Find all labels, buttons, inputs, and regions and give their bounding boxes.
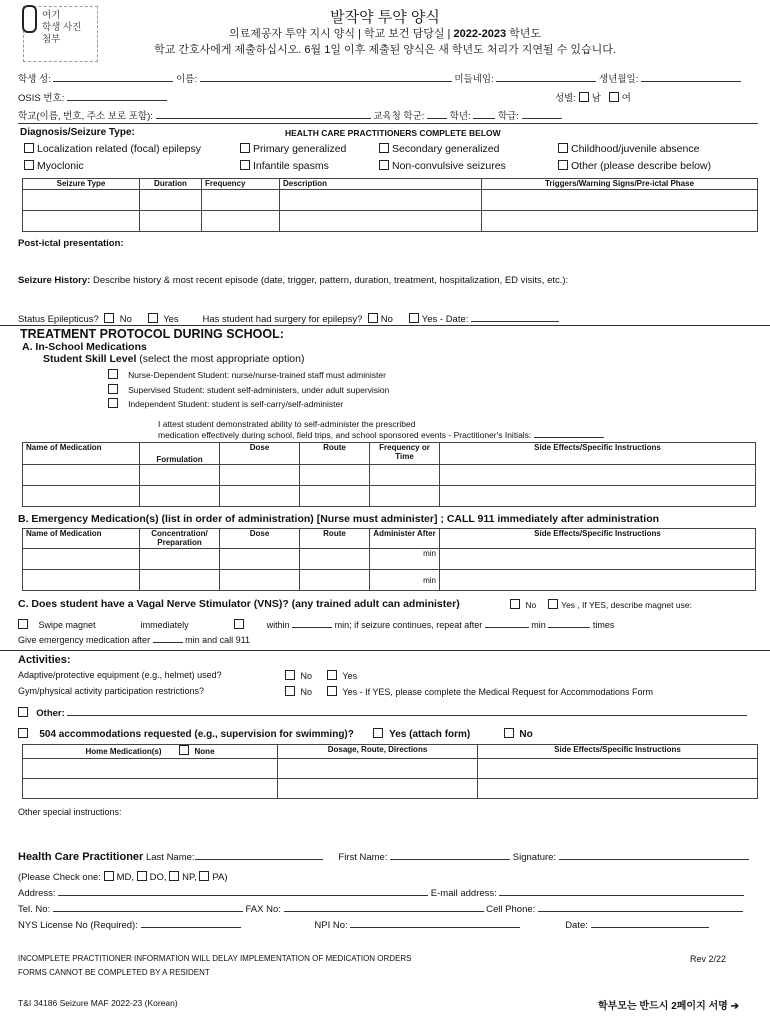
signature-field[interactable] — [559, 859, 749, 860]
divider — [0, 325, 770, 326]
surgery-no-checkbox[interactable] — [368, 313, 378, 323]
table-header: Name of Medication — [23, 529, 140, 549]
504-checkbox[interactable] — [18, 728, 28, 738]
gym-yes-checkbox[interactable] — [327, 686, 337, 696]
within-minutes-field[interactable] — [292, 627, 332, 628]
pa-checkbox[interactable] — [199, 871, 209, 881]
table-header: Formulation — [140, 443, 220, 465]
diagnosis-option[interactable]: Secondary generalized — [379, 143, 499, 155]
cell-field[interactable] — [538, 911, 743, 912]
form-code: T&I 34186 Seizure MAF 2022-23 (Korean) — [18, 998, 178, 1008]
divider — [18, 123, 758, 124]
skill-option[interactable]: Nurse-Dependent Student: nurse/nurse-trained staff must administer — [108, 369, 386, 380]
status-epilepticus-row: Status Epilepticus? No Yes Has student had surgery for epilepsy? No Yes - Date: — [18, 313, 559, 325]
form-title: 발작약 투약 양식 — [330, 9, 440, 26]
table-header: Frequency — [202, 179, 280, 190]
status-no-checkbox[interactable] — [104, 313, 114, 323]
swipe-checkbox[interactable] — [18, 619, 28, 629]
address-row: Address: E-mail address: — [18, 888, 744, 899]
none-checkbox[interactable] — [179, 745, 189, 755]
student-name-row: 학생 성: 이름: 미들네임: 생년월일: — [18, 71, 741, 85]
initials-field[interactable] — [534, 437, 604, 438]
surgery-yes-checkbox[interactable] — [409, 313, 419, 323]
table-header: Concentration/ Preparation — [140, 529, 220, 549]
table-header: Route — [300, 443, 370, 465]
checkbox[interactable] — [558, 160, 568, 170]
equipment-no-checkbox[interactable] — [285, 670, 295, 680]
equipment-answers: No Yes — [285, 670, 357, 681]
attest-line-2: medication effectively during school, field trips, and school sponsored events - Practitioner's Initials: — [158, 430, 604, 440]
surgery-date-field[interactable] — [471, 321, 559, 322]
diagnosis-option[interactable]: Non-convulsive seizures — [379, 160, 506, 172]
np-checkbox[interactable] — [169, 871, 179, 881]
status-yes-checkbox[interactable] — [148, 313, 158, 323]
parent-signature-note: 학부모는 반드시 2페이지 서명 ➔ — [598, 1001, 740, 1012]
address-field[interactable] — [58, 895, 428, 896]
medication-table — [22, 442, 756, 507]
practitioner-row: Health Care Practitioner Last Name: First Name: Signature: — [18, 851, 749, 863]
middle-name-field[interactable] — [496, 81, 596, 82]
table-row[interactable]: min — [23, 570, 756, 591]
gym-question: Gym/physical activity participation restrictions? — [18, 686, 205, 696]
footer-warning-2: FORMS CANNOT BE COMPLETED BY A RESIDENT — [18, 968, 210, 977]
checkbox[interactable] — [240, 143, 250, 153]
table-header: Side Effects/Specific Instructions — [440, 443, 756, 465]
school-field[interactable] — [156, 118, 371, 119]
class-field[interactable] — [522, 118, 562, 119]
diagnosis-option[interactable]: Other (please describe below) — [558, 160, 711, 172]
footer-warning-1: INCOMPLETE PRACTITIONER INFORMATION WILL DELAY IMPLEMENTATION OF MEDICATION ORDERS — [18, 954, 412, 963]
table-header: Dose — [220, 529, 300, 549]
license-row: NYS License No (Required): NPI No: Date: — [18, 920, 709, 931]
diagnosis-label: Diagnosis/Seizure Type: — [20, 127, 135, 138]
gym-answers: No Yes - If YES, please complete the Medical Request for Accommodations Form — [285, 686, 653, 697]
fax-field[interactable] — [284, 911, 484, 912]
repeat-times-field[interactable] — [548, 627, 590, 628]
vns-no-checkbox[interactable] — [510, 599, 520, 609]
divider — [0, 650, 770, 651]
skill-option[interactable]: Independent Student: student is self-carry/self-administer — [108, 398, 343, 409]
seizure-history: Seizure History: Describe history & most recent episode (date, trigger, pattern, duration, treatment, hospitalization, ED visits, etc.): — [18, 275, 569, 286]
email-field[interactable] — [499, 895, 744, 896]
gym-no-checkbox[interactable] — [285, 686, 295, 696]
equipment-yes-checkbox[interactable] — [327, 670, 337, 680]
table-header: Triggers/Warning Signs/Pre-ictal Phase — [482, 179, 758, 190]
male-checkbox[interactable] — [579, 92, 589, 102]
checkbox[interactable] — [24, 143, 34, 153]
female-checkbox[interactable] — [609, 92, 619, 102]
special-instructions-label: Other special instructions: — [18, 807, 122, 817]
skill-level: Student Skill Level (select the most appropriate option) — [43, 353, 305, 365]
table-header: Frequency or Time — [370, 443, 440, 465]
checkbox[interactable] — [108, 398, 118, 408]
give-emergency-row: Give emergency medication after min and call 911 — [18, 635, 250, 645]
table-header: Name of Medication — [23, 443, 140, 465]
school-row: 학교(이름, 번호, 주소 보로 포함): 교육청 학군: 학년: 학급: — [18, 108, 562, 122]
tel-field[interactable] — [53, 911, 243, 912]
table-row[interactable] — [23, 486, 756, 507]
vns-question: C. Does student have a Vagal Nerve Stimulator (VNS)? (any trained adult can administer) — [18, 598, 460, 610]
other-activity-row: Other: — [18, 707, 747, 719]
checkbox[interactable] — [379, 143, 389, 153]
activities-label: Activities: — [18, 654, 71, 666]
emergency-title: B. Emergency Medication(s) (list in order of administration) [Nurse must administer] ; CALL 911 immediately after administration — [18, 513, 660, 525]
osis-row: OSIS 번호: — [18, 90, 167, 104]
table-row[interactable] — [23, 779, 758, 799]
table-row[interactable] — [23, 211, 758, 232]
504-no-checkbox[interactable] — [504, 728, 514, 738]
last-name-field[interactable] — [53, 81, 173, 82]
md-checkbox[interactable] — [104, 871, 114, 881]
vns-yes-checkbox[interactable] — [548, 599, 558, 609]
table-header: Administer After — [370, 529, 440, 549]
revision: Rev 2/22 — [690, 954, 727, 964]
checkbox[interactable] — [379, 160, 389, 170]
phone-row: Tel. No: FAX No: Cell Phone: — [18, 904, 743, 915]
give-minutes-field[interactable] — [153, 642, 183, 643]
photo-line: 여기 — [42, 10, 61, 21]
equipment-question: Adaptive/protective equipment (e.g., helmet) used? — [18, 670, 222, 680]
practitioner-last-field[interactable] — [195, 859, 323, 860]
diagnosis-option[interactable]: Localization related (focal) epilepsy — [24, 143, 201, 155]
checkbox[interactable] — [240, 160, 250, 170]
within-checkbox[interactable] — [234, 619, 244, 629]
table-header: Dosage, Route, Directions — [278, 745, 478, 759]
checkbox[interactable] — [108, 384, 118, 394]
credentials-row: (Please Check one: MD, DO, NP, PA) — [18, 872, 228, 883]
submission-notice: 학교 간호사에게 제출하십시오. 6월 1일 이후 제출된 양식은 새 학년도 처리가 지연될 수 있습니다. — [154, 44, 616, 56]
table-row[interactable] — [23, 759, 758, 779]
first-name-field[interactable] — [200, 81, 452, 82]
osis-field[interactable] — [67, 100, 167, 101]
table-row[interactable]: min — [23, 549, 756, 570]
home-medication-table — [22, 744, 758, 799]
attest-line-1: I attest student demonstrated ability to self-administer the prescribed — [158, 419, 416, 429]
magnet-row: Swipe magnet immediately within min; if seizure continues, repeat after min times — [18, 619, 614, 630]
checkbox[interactable] — [108, 369, 118, 379]
diagnosis-option[interactable]: Childhood/juvenile absence — [558, 143, 699, 155]
diagnosis-option[interactable]: Myoclonic — [24, 160, 84, 172]
table-header: Dose — [220, 443, 300, 465]
table-header: Side Effects/Specific Instructions — [478, 745, 758, 759]
do-checkbox[interactable] — [137, 871, 147, 881]
table-header: Description — [280, 179, 482, 190]
in-school-title: A. In-School Medications — [22, 341, 147, 353]
504-yes-checkbox[interactable] — [373, 728, 383, 738]
grade-field[interactable] — [473, 118, 495, 119]
accommodations-row: 504 accommodations requested (e.g., supervision for swimming)? Yes (attach form) No — [18, 728, 533, 740]
table-row[interactable] — [23, 465, 756, 486]
emergency-table — [22, 528, 756, 591]
table-row[interactable] — [23, 190, 758, 211]
vns-answers: No Yes , If YES, describe magnet use: — [510, 599, 692, 610]
table-header: Seizure Type — [23, 179, 140, 190]
table-header: Side Effects/Specific Instructions — [440, 529, 756, 549]
other-activity-field[interactable] — [67, 715, 747, 716]
checkbox[interactable] — [24, 160, 34, 170]
other-checkbox[interactable] — [18, 707, 28, 717]
postictal-label: Post-ictal presentation: — [18, 238, 124, 249]
photo-line: 학생 사진 — [42, 22, 82, 33]
photo-line: 첨부 — [42, 34, 61, 45]
skill-option[interactable]: Supervised Student: student self-administers, under adult supervision — [108, 384, 389, 395]
seizure-table — [22, 178, 758, 232]
repeat-minutes-field[interactable] — [485, 627, 529, 628]
protocol-title: TREATMENT PROTOCOL DURING SCHOOL: — [20, 327, 284, 341]
arrow-right-icon: ➔ — [730, 1001, 740, 1012]
table-header: Duration — [140, 179, 202, 190]
sex-row: 성별: 남 여 — [555, 93, 631, 104]
table-header: Home Medication(s) None — [23, 745, 278, 759]
table-header: Route — [300, 529, 370, 549]
diagnosis-option[interactable]: Infantile spasms — [240, 160, 329, 172]
checkbox[interactable] — [558, 143, 568, 153]
date-field[interactable] — [591, 927, 709, 928]
form-subtitle: 의료제공자 투약 지시 양식 | 학교 보건 담당실 | 2022-2023 학년도 — [228, 28, 542, 40]
diagnosis-option[interactable]: Primary generalized — [240, 143, 346, 155]
district-field[interactable] — [427, 118, 447, 119]
practitioner-first-field[interactable] — [390, 859, 510, 860]
hcp-header: HEALTH CARE PRACTITIONERS COMPLETE BELOW — [285, 128, 501, 138]
dob-field[interactable] — [641, 81, 741, 82]
license-field[interactable] — [141, 927, 241, 928]
npi-field[interactable] — [350, 927, 520, 928]
